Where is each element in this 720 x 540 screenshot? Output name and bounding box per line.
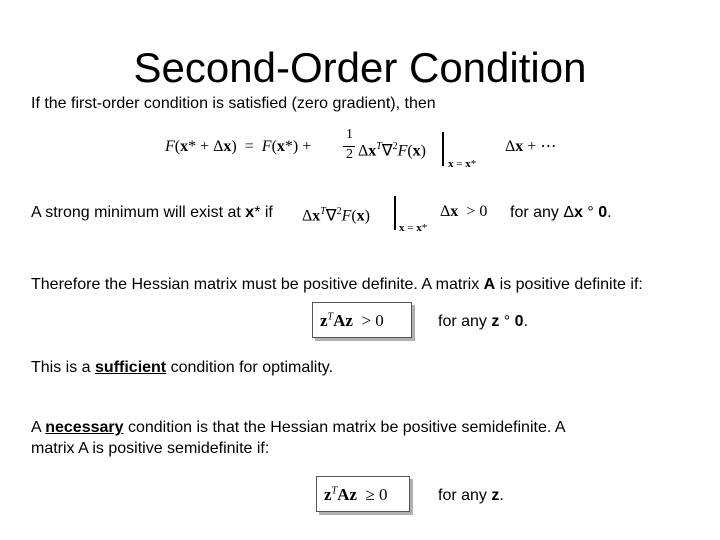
frac-denominator: 2 — [346, 147, 353, 162]
pd-condition: for any z ° 0. — [438, 313, 529, 330]
taylor-equation — [165, 128, 565, 174]
sufficient-text: This is a sufficient condition for optimality. — [31, 359, 334, 376]
hessian-pd-text: Therefore the Hessian matrix must be positive definite. A matrix A is positive definite if: — [31, 276, 643, 293]
eval-bar — [394, 196, 396, 230]
frac-numerator: 1 — [346, 127, 353, 142]
pd-expression: $z^TAz > 0$ — [320, 311, 384, 330]
necessary-word: necessary — [45, 419, 124, 436]
taylor-eval-at: x = x* — [448, 158, 477, 170]
eval-bar — [442, 132, 444, 166]
intro-text: If the first-order condition is satisfied (zero gradient), then — [31, 95, 436, 112]
taylor-tail: Δx + ⋯ — [505, 138, 557, 155]
sufficient-word: sufficient — [95, 359, 167, 376]
necessary-text: A necessary condition is that the Hessian matrix be positive semidefinite. A — [31, 419, 566, 436]
strong-min-eval-at: x = x* — [399, 222, 428, 234]
necessary-text-line2: matrix A is positive semidefinite if: — [31, 440, 270, 457]
psd-expression: $z^TAz \ge 0$ — [324, 485, 388, 504]
page-title: Second-Order Condition — [133, 44, 587, 91]
psd-expression-box — [316, 476, 410, 512]
pd-expression-box — [312, 302, 412, 338]
taylor-quadratic: $\Delta x^T\nabla^2F(x)$ — [358, 141, 426, 160]
taylor-lhs: F(x* + Δx) = F(x*) + — [165, 138, 312, 155]
strong-min-tail: Δx > 0 — [440, 203, 488, 220]
strong-min-text: A strong minimum will exist at x* if — [31, 204, 273, 221]
strong-min-quadratic: $\Delta x^T\nabla^2F(x)$ — [302, 206, 370, 225]
psd-condition: for any z. — [438, 487, 504, 504]
strong-min-expression — [302, 194, 507, 236]
strong-min-condition: for any Δx ° 0. — [510, 204, 612, 221]
